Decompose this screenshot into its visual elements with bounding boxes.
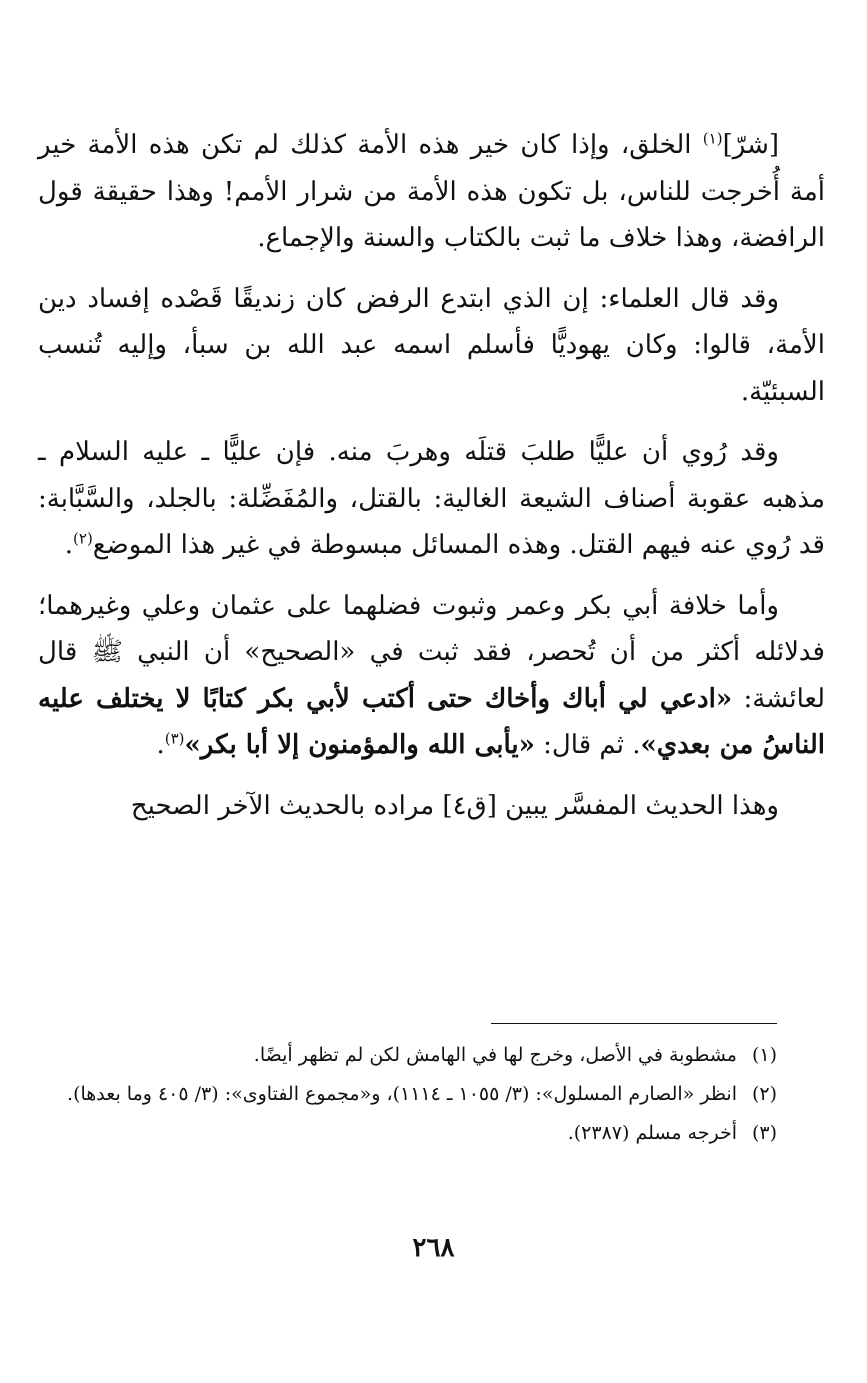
text-run: . bbox=[64, 530, 74, 560]
footnote-ref: (١) bbox=[702, 129, 723, 148]
text-run: الخلق، وإذا كان خير هذه الأمة كذلك لم تكن هذه الأمة خير أمة أُخرجت للناس، بل تكون هذه الأمة من شرار الأمم! وهذا حقيقة قول الرافضة، وهذا خلاف ما ثبت بالكتاب والسنة والإجماع. bbox=[38, 130, 825, 253]
footnote-number: (١) bbox=[751, 1044, 777, 1066]
main-text bbox=[38, 122, 825, 843]
paragraph-p3 bbox=[38, 429, 825, 569]
paragraph-p5 bbox=[38, 783, 825, 830]
text-run: وقد رُوي أن عليًّا طلبَ قتلَه وهربَ منه. فإن عليًّا ـ عليه السلام ـ مذهبه عقوبة أصناف الشيعة الغالية: بالقتل، والمُفَضِّلة: بالجلد، والسَّبَّابة: قد رُوي عنه فيهم القتل. وهذه المسائل مبسوطة في غير هذا الموضع bbox=[38, 437, 825, 560]
footnote-ref: (٢) bbox=[73, 529, 93, 548]
footnote-item bbox=[40, 1036, 777, 1075]
footnote-ref: (٣) bbox=[164, 729, 185, 748]
footnote-text: أخرجه مسلم (٢٣٨٧). bbox=[567, 1122, 737, 1144]
text-run: وهذا الحديث المفسَّر يبين [ق٤] مراده بالحديث الآخر الصحيح bbox=[130, 790, 779, 821]
footnote-item bbox=[40, 1075, 777, 1114]
footnote-text: مشطوبة في الأصل، وخرج لها في الهامش لكن لم تظهر أيضًا. bbox=[253, 1044, 737, 1066]
paragraph-p4 bbox=[38, 583, 825, 769]
text-run: وأما خلافة أبي بكر وعمر وثبوت فضلهما على عثمان وعلي وغيرهما؛ فدلائله أكثر من أن تُحصر، فقد ثبت في «الصحيح» أن النبي ﷺ قال لعائشة: bbox=[38, 590, 825, 714]
footnote-text: انظر «الصارم المسلول»: (٣/ ١٠٥٥ ـ ١١١٤)، و«مجموع الفتاوى»: (٣/ ٤٠٥ وما بعدها). bbox=[67, 1083, 737, 1105]
hadith-quote: «ادعي لي أباك وأخاك حتى أكتب لأبي بكر كتابًا لا يختلف عليه الناسُ من بعدي» bbox=[38, 683, 825, 760]
footnote-number: (٣) bbox=[751, 1122, 777, 1144]
footnote-item bbox=[40, 1114, 777, 1153]
footnote-number: (٢) bbox=[751, 1083, 777, 1105]
paragraph-p1 bbox=[38, 122, 825, 262]
text-run: . ثم قال: bbox=[534, 730, 641, 760]
hadith-quote: «يأبى الله والمؤمنون إلا أبا بكر» bbox=[184, 730, 535, 760]
text-run: وقد قال العلماء: إن الذي ابتدع الرفض كان زنديقًا قَصْده إفساد دين الأمة، قالوا: وكان يهوديًّا فأسلم اسمه عبد الله بن سبأ، وإليه تُنسب السبئيّة. bbox=[38, 283, 825, 407]
text-run: [شرّ] bbox=[722, 130, 779, 160]
paragraph-p2 bbox=[38, 276, 825, 416]
footnotes bbox=[40, 1036, 777, 1153]
footnote-separator bbox=[491, 1023, 777, 1024]
page-number: ٢٦٨ bbox=[412, 1233, 455, 1263]
text-run: . bbox=[156, 730, 165, 760]
